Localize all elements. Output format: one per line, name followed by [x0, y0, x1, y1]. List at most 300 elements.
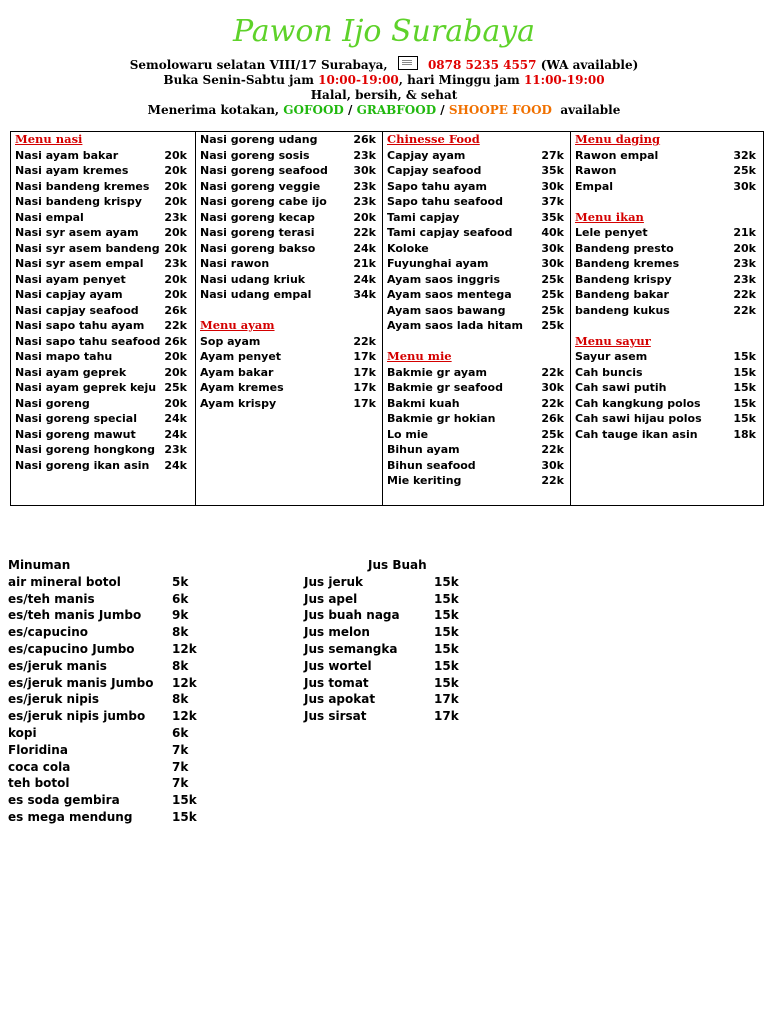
menu-item: [304, 574, 474, 591]
item-price: 27k: [541, 148, 564, 162]
menu-item: [571, 272, 762, 288]
item-price: 20k: [164, 241, 187, 255]
section-heading: Menu ikan: [575, 209, 644, 224]
item-name: Bandeng presto: [575, 241, 674, 255]
menu-item: [383, 210, 570, 226]
menu-item: [571, 365, 762, 381]
menu-item: [8, 607, 208, 624]
item-name: Bakmie gr hokian: [387, 412, 496, 425]
item-name: Empal: [575, 179, 614, 193]
item-price: 15k: [434, 574, 459, 589]
item-price: 15k: [434, 641, 459, 656]
item-name: Nasi ayam kremes: [15, 164, 129, 177]
item-name: Nasi syr asem ayam: [15, 226, 139, 239]
menu-item: [8, 708, 208, 725]
menu-item: [11, 194, 195, 210]
item-name: Bakmie gr seafood: [387, 381, 503, 394]
item-name: Ayam saos lada hitam: [387, 319, 523, 332]
item-price: 22k: [164, 319, 187, 332]
item-name: es/teh manis Jumbo: [8, 608, 142, 623]
item-price: 24k: [353, 272, 376, 286]
item-name: Cah buncis: [575, 365, 643, 379]
menu-item: [8, 574, 208, 591]
menu-item: [571, 256, 762, 272]
item-price: 8k: [172, 625, 189, 640]
item-price: 6k: [172, 725, 189, 740]
delivery-line: [0, 103, 768, 118]
menu-item: [196, 163, 382, 179]
item-name: es mega mendung: [8, 809, 133, 824]
menu-item: [11, 318, 195, 334]
item-price: 17k: [353, 396, 376, 410]
item-price: 23k: [164, 210, 187, 224]
item-price: 35k: [541, 164, 564, 177]
item-price: 24k: [164, 412, 187, 425]
item-name: Tami capjay: [387, 210, 460, 224]
item-price: 25k: [541, 288, 564, 301]
menu-item: [8, 809, 208, 826]
menu-item: [8, 675, 208, 692]
menu-item: [11, 272, 195, 288]
item-price: 15k: [733, 396, 756, 410]
menu-item: [196, 241, 382, 257]
item-name: Nasi empal: [15, 210, 84, 224]
menu-item: [11, 256, 195, 272]
item-price: 15k: [172, 793, 197, 808]
juice-heading: Jus Buah: [368, 558, 427, 572]
item-price: 22k: [541, 396, 564, 410]
section-heading: Menu daging: [575, 132, 661, 146]
item-price: 35k: [541, 210, 564, 224]
item-name: Fuyunghai ayam: [387, 257, 489, 270]
item-price: 15k: [434, 591, 459, 606]
item-name: Nasi goreng special: [15, 412, 137, 425]
item-name: bandeng kukus: [575, 303, 670, 317]
address-line: [0, 58, 768, 73]
menu-item: [11, 442, 195, 458]
item-price: 23k: [353, 195, 376, 208]
item-name: es/capucino: [8, 625, 89, 640]
menu-item: [571, 411, 762, 427]
item-name: Bandeng kremes: [575, 257, 680, 270]
menu-item: [383, 272, 570, 288]
item-price: 15k: [733, 365, 756, 379]
item-price: 15k: [733, 381, 756, 394]
item-price: 26k: [164, 334, 187, 348]
item-price: 15k: [733, 350, 756, 363]
menu-item: [11, 380, 195, 396]
section-heading: Menu nasi: [15, 132, 83, 146]
item-name: Nasi capjay ayam: [15, 288, 123, 301]
hours-weekday: 10:00-19:00: [318, 73, 399, 87]
item-name: Capjay ayam: [387, 148, 466, 162]
section-heading: Menu sayur: [575, 333, 651, 348]
item-name: Nasi rawon: [200, 257, 270, 270]
item-price: 26k: [541, 412, 564, 425]
item-name: Nasi goreng veggie: [200, 179, 321, 193]
item-price: 17k: [353, 381, 376, 394]
menu-item: [571, 380, 762, 396]
item-price: 22k: [733, 303, 756, 317]
item-price: 25k: [541, 303, 564, 317]
menu-item: [304, 675, 474, 692]
menu-item: [571, 349, 762, 365]
item-name: Nasi bandeng kremes: [15, 179, 150, 193]
item-name: Rawon empal: [575, 148, 659, 162]
item-price: 7k: [172, 742, 189, 757]
restaurant-info: [0, 58, 768, 118]
item-price: 30k: [733, 179, 756, 193]
item-name: Ayam saos bawang: [387, 303, 506, 317]
menu-item: [383, 473, 570, 489]
item-price: 21k: [733, 226, 756, 239]
menu-item: [196, 365, 382, 381]
item-name: Sop ayam: [200, 334, 261, 348]
item-price: 23k: [353, 148, 376, 162]
menu-item: [8, 742, 208, 759]
menu-item: [8, 591, 208, 608]
section-gap: [571, 194, 762, 210]
item-name: Cah tauge ikan asin: [575, 427, 698, 441]
menu-item: [304, 591, 474, 608]
item-price: 25k: [164, 381, 187, 394]
item-price: 15k: [172, 809, 197, 824]
item-name: Rawon: [575, 164, 617, 177]
item-price: 26k: [164, 303, 187, 317]
item-price: 23k: [164, 443, 187, 456]
menu-item: [11, 334, 195, 350]
menu-item: [196, 272, 382, 288]
menu-item: [383, 179, 570, 195]
tagline: Halal, bersih, & sehat: [310, 88, 458, 102]
menu-item: [304, 708, 474, 725]
menu-column-3: [383, 132, 571, 505]
item-price: 23k: [164, 257, 187, 270]
item-price: 30k: [541, 257, 564, 270]
menu-item: [383, 148, 570, 164]
menu-item: [11, 427, 195, 443]
item-price: 21k: [353, 257, 376, 270]
item-price: 5k: [172, 574, 189, 589]
menu-item: [11, 163, 195, 179]
menu-item: [383, 458, 570, 474]
item-name: Nasi ayam bakar: [15, 148, 119, 162]
menu-column-4: [571, 132, 762, 505]
gofood-label: GOFOOD: [283, 103, 344, 117]
item-name: es/teh manis: [8, 591, 95, 606]
item-price: 24k: [164, 427, 187, 441]
menu-item: [8, 691, 208, 708]
menu-item: [383, 380, 570, 396]
menu-item: [11, 458, 195, 474]
item-name: Ayam saos inggris: [387, 272, 501, 286]
item-price: 22k: [541, 443, 564, 456]
item-price: 30k: [541, 381, 564, 394]
item-price: 34k: [353, 288, 376, 301]
item-price: 18k: [733, 427, 756, 441]
item-price: 20k: [164, 365, 187, 379]
menu-item: [571, 163, 762, 179]
item-name: Nasi goreng seafood: [200, 164, 328, 177]
item-price: 12k: [172, 709, 197, 724]
shopeefood-label: SHOOPE FOOD: [448, 103, 552, 117]
item-price: 24k: [353, 241, 376, 255]
menu-item: [383, 287, 570, 303]
accept-prefix: Menerima kotakan,: [147, 103, 280, 117]
menu-item: [383, 303, 570, 319]
item-price: 15k: [434, 625, 459, 640]
item-price: 15k: [733, 412, 756, 425]
item-name: Bihun ayam: [387, 443, 460, 456]
menu-item: [383, 442, 570, 458]
drinks-heading: Minuman: [8, 558, 71, 572]
menu-item: [196, 148, 382, 164]
accept-suffix: available: [560, 103, 621, 117]
menu-item: [383, 225, 570, 241]
menu-item: [11, 225, 195, 241]
menu-item: [8, 775, 208, 792]
item-name: Ayam kremes: [200, 381, 284, 394]
item-name: Bandeng bakar: [575, 288, 669, 301]
item-price: 20k: [164, 226, 187, 239]
item-price: 23k: [733, 257, 756, 270]
item-name: Nasi goreng sosis: [200, 148, 310, 162]
item-name: Bakmi kuah: [387, 396, 460, 410]
item-name: Koloke: [387, 241, 429, 255]
menu-item: [571, 396, 762, 412]
item-price: 22k: [733, 288, 756, 301]
item-name: Nasi goreng cabe ijo: [200, 195, 327, 208]
item-name: Nasi sapo tahu seafood: [15, 334, 161, 348]
item-name: Floridina: [8, 742, 68, 757]
menu-item: [383, 411, 570, 427]
menu-item: [571, 241, 762, 257]
menu-item: [196, 179, 382, 195]
item-name: Capjay seafood: [387, 164, 482, 177]
hours-line: [0, 73, 768, 88]
item-name: Mie keriting: [387, 474, 462, 487]
menu-item: [383, 194, 570, 210]
menu-item: [196, 380, 382, 396]
menu-item: [11, 179, 195, 195]
item-price: 25k: [541, 427, 564, 441]
item-price: 15k: [434, 675, 459, 690]
menu-item: [383, 256, 570, 272]
item-price: 20k: [164, 288, 187, 301]
menu-item: [196, 256, 382, 272]
menu-item: [196, 396, 382, 412]
item-name: Sapo tahu ayam: [387, 179, 487, 193]
item-price: 24k: [164, 458, 187, 472]
item-name: Nasi bandeng krispy: [15, 195, 142, 208]
item-price: 25k: [733, 164, 756, 177]
item-name: Lele penyet: [575, 226, 648, 239]
item-name: Nasi goreng udang: [200, 133, 318, 146]
item-name: Jus apokat: [304, 692, 376, 707]
menu-item: [571, 303, 762, 319]
item-price: 20k: [353, 210, 376, 224]
menu-item: [8, 624, 208, 641]
item-price: 40k: [541, 226, 564, 239]
menu-item: [8, 759, 208, 776]
item-name: Ayam krispy: [200, 396, 277, 410]
item-name: Nasi udang empal: [200, 288, 312, 301]
item-name: es/capucino Jumbo: [8, 641, 135, 656]
item-name: Ayam saos mentega: [387, 288, 512, 301]
phone-number[interactable]: 0878 5235 4557: [427, 58, 537, 72]
item-name: Nasi sapo tahu ayam: [15, 319, 145, 332]
address: Semolowaru selatan VIII/17 Surabaya,: [129, 58, 388, 72]
menu-item: [304, 658, 474, 675]
item-name: Nasi mapo tahu: [15, 350, 113, 363]
section-heading: Menu mie: [387, 349, 452, 363]
menu-column-2: [196, 132, 383, 505]
item-name: Nasi capjay seafood: [15, 303, 139, 317]
hours-mid: , hari Minggu jam: [398, 73, 520, 87]
item-name: Tami capjay seafood: [387, 226, 513, 239]
menu-item: [11, 411, 195, 427]
item-price: 22k: [353, 334, 376, 348]
menu-item: [383, 241, 570, 257]
item-name: Bihun seafood: [387, 458, 476, 472]
item-name: air mineral botol: [8, 574, 121, 589]
item-name: Nasi syr asem empal: [15, 257, 144, 270]
menu-item: [571, 287, 762, 303]
item-name: Nasi goreng: [15, 396, 90, 410]
item-price: 17k: [353, 350, 376, 363]
item-price: 20k: [164, 148, 187, 162]
item-name: es soda gembira: [8, 793, 120, 808]
menu-item: [383, 318, 570, 334]
item-price: 23k: [733, 272, 756, 286]
item-name: Nasi goreng bakso: [200, 241, 316, 255]
item-price: 12k: [172, 641, 197, 656]
menu-item: [304, 624, 474, 641]
menu-item: [196, 132, 382, 148]
menu-item: [571, 427, 762, 443]
menu-item: [571, 148, 762, 164]
menu-item: [383, 365, 570, 381]
item-name: es/jeruk nipis: [8, 692, 100, 707]
menu-item: [196, 334, 382, 350]
grabfood-label: GRABFOOD: [356, 103, 437, 117]
item-name: Lo mie: [387, 427, 429, 441]
menu-item: [196, 210, 382, 226]
menu-item: [11, 303, 195, 319]
menu-item: [8, 658, 208, 675]
item-price: 22k: [541, 474, 564, 487]
menu-item: [11, 396, 195, 412]
item-price: 20k: [164, 396, 187, 410]
item-name: Nasi goreng kecap: [200, 210, 315, 224]
item-name: es/jeruk manis Jumbo: [8, 675, 154, 690]
wa-note: (WA available): [540, 58, 639, 72]
menu-item: [8, 641, 208, 658]
item-name: Ayam penyet: [200, 350, 282, 363]
item-name: Nasi goreng mawut: [15, 427, 136, 441]
item-price: 30k: [353, 164, 376, 177]
menu-item: [383, 427, 570, 443]
item-price: 8k: [172, 658, 189, 673]
item-price: 23k: [353, 179, 376, 193]
menu-item: [571, 179, 762, 195]
item-price: 30k: [541, 179, 564, 193]
item-name: Bakmie gr ayam: [387, 365, 487, 379]
item-name: coca cola: [8, 759, 71, 774]
menu-item: [8, 792, 208, 809]
item-price: 20k: [164, 195, 187, 208]
item-price: 17k: [434, 709, 459, 724]
item-price: 20k: [164, 164, 187, 177]
item-name: Sayur asem: [575, 350, 648, 363]
item-name: Nasi goreng hongkong: [15, 443, 156, 456]
item-name: Jus wortel: [304, 658, 372, 673]
item-price: 20k: [164, 272, 187, 286]
food-menu-table: [10, 131, 764, 506]
section-heading: Chinesse Food: [387, 132, 480, 146]
item-price: 12k: [172, 675, 197, 690]
section-gap: [196, 303, 382, 319]
item-price: 7k: [172, 759, 189, 774]
item-price: 8k: [172, 692, 189, 707]
item-name: Cah sawi hijau polos: [575, 412, 702, 425]
item-name: Nasi ayam geprek: [15, 365, 127, 379]
menu-item: [383, 396, 570, 412]
item-name: Nasi udang kriuk: [200, 272, 306, 286]
juice-list: [304, 557, 474, 725]
item-name: es/jeruk manis: [8, 658, 107, 673]
item-price: 17k: [434, 692, 459, 707]
menu-item: [11, 349, 195, 365]
item-price: 20k: [733, 241, 756, 255]
item-price: 30k: [541, 241, 564, 255]
menu-column-1: [11, 132, 196, 505]
item-name: Nasi goreng terasi: [200, 226, 315, 239]
item-name: Jus apel: [304, 591, 358, 606]
item-name: Nasi goreng ikan asin: [15, 458, 150, 472]
item-price: 17k: [353, 365, 376, 379]
item-name: Jus sirsat: [304, 709, 367, 724]
item-name: Ayam bakar: [200, 365, 274, 379]
item-price: 26k: [353, 133, 376, 146]
separator: /: [440, 103, 445, 117]
menu-item: [196, 225, 382, 241]
menu-item: [11, 287, 195, 303]
item-name: Jus melon: [304, 625, 370, 640]
item-price: 22k: [541, 365, 564, 379]
section-gap: [383, 334, 570, 350]
item-price: 22k: [353, 226, 376, 239]
section-gap: [571, 318, 762, 334]
item-name: Sapo tahu seafood: [387, 195, 503, 208]
item-price: 15k: [434, 658, 459, 673]
menu-item: [11, 210, 195, 226]
item-name: Cah sawi putih: [575, 381, 667, 394]
separator: /: [348, 103, 353, 117]
item-price: 25k: [541, 319, 564, 332]
item-name: kopi: [8, 725, 37, 740]
item-name: Jus jeruk: [304, 574, 364, 589]
hours-prefix: Buka Senin-Sabtu jam: [163, 73, 314, 87]
menu-item: [304, 641, 474, 658]
item-name: Bandeng krispy: [575, 272, 672, 286]
section-heading: Menu ayam: [200, 318, 275, 332]
item-price: 9k: [172, 608, 189, 623]
item-name: Jus tomat: [304, 675, 369, 690]
item-price: 6k: [172, 591, 189, 606]
item-price: 25k: [541, 272, 564, 286]
item-name: Nasi ayam penyet: [15, 272, 126, 286]
